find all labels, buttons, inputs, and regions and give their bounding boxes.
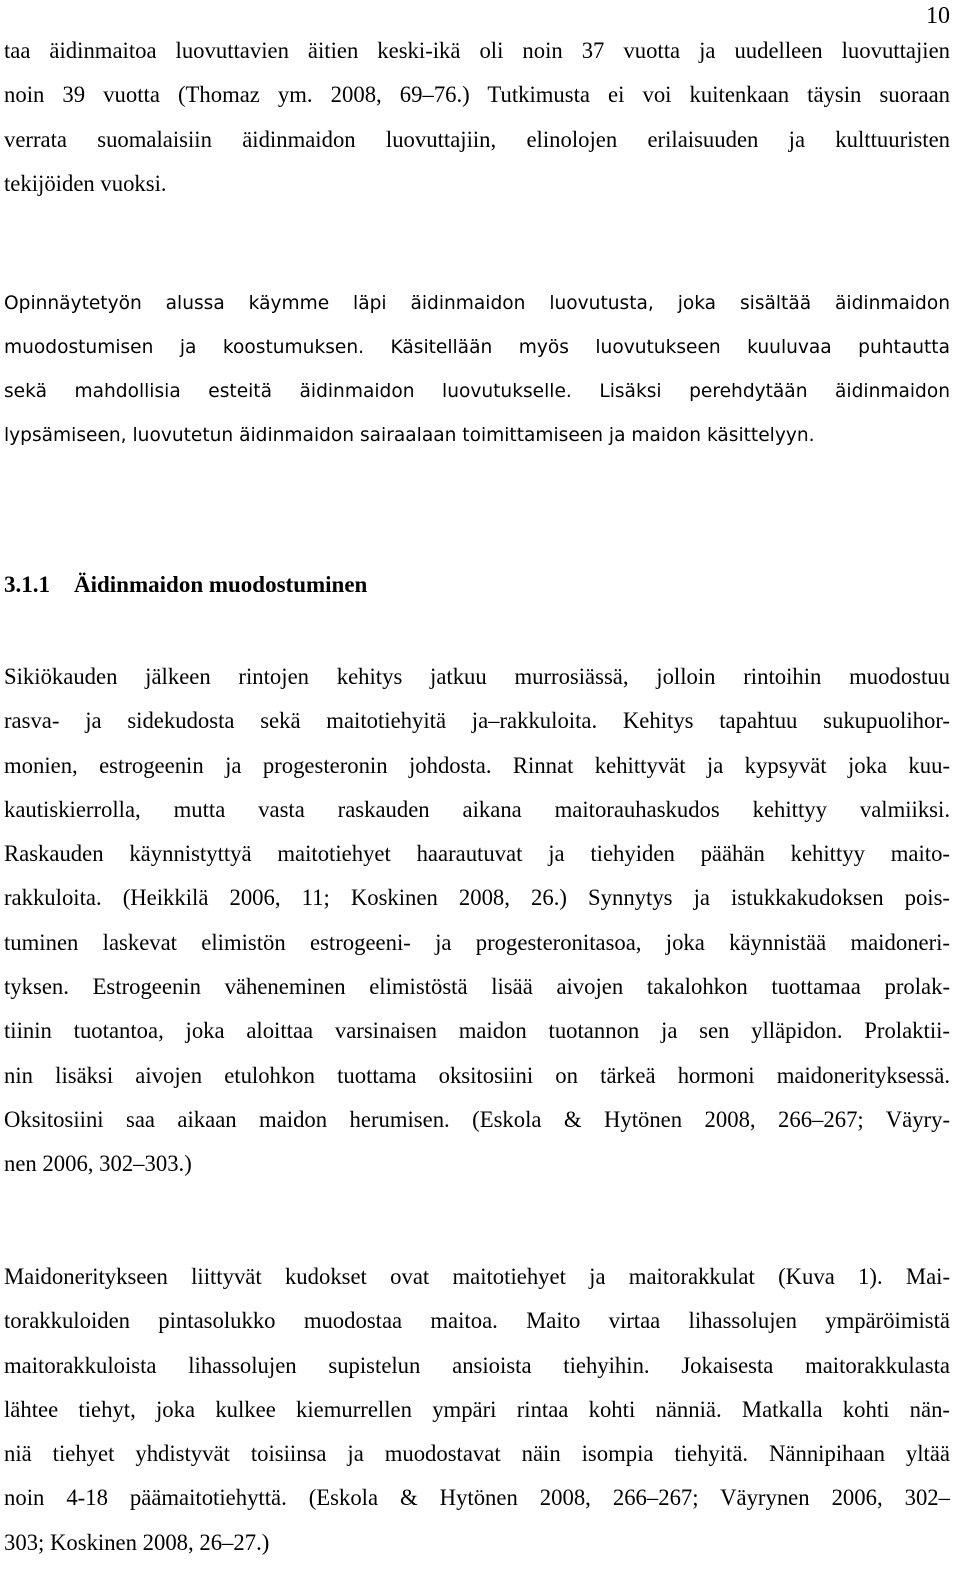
- text-line: lypsämiseen, luovutetun äidinmaidon sairaalaan toimittamiseen ja maidon käsittelyyn.: [4, 425, 815, 446]
- text-line: tiinin tuotantoa, joka aloittaa varsinaisen maidon tuotannon ja sen ylläpidon. Prolaktii-: [4, 1018, 950, 1044]
- text-line: nin lisäksi aivojen etulohkon tuottama oksitosiini on tärkeä hormoni maidonerityksessä.: [4, 1062, 950, 1088]
- text-line: maitorakkuloista lihassolujen supistelun ansioista tiehyihin. Jokaisesta maitorakkulasta: [4, 1352, 950, 1378]
- section-title: Äidinmaidon muodostuminen: [74, 572, 368, 597]
- text-line: 303; Koskinen 2008, 26–27.): [4, 1529, 270, 1555]
- text-line: kautiskierrolla, mutta vasta raskauden aikana maitorauhaskudos kehittyy valmiiksi.: [4, 796, 950, 822]
- page-number: 10: [926, 3, 950, 29]
- text-line: tuminen laskevat elimistön estrogeeni- ja progesteronitasoa, joka käynnistää maidoneri-: [4, 929, 950, 955]
- text-line: tekijöiden vuoksi.: [4, 170, 167, 196]
- text-line: sekä mahdollisia esteitä äidinmaidon luovutukselle. Lisäksi perehdytään äidinmaidon: [4, 381, 950, 402]
- text-line: tyksen. Estrogeenin väheneminen elimistöstä lisää aivojen takalohkon tuottamaa prolak-: [4, 974, 950, 1000]
- overview-paragraph: [4, 282, 950, 458]
- text-line: Maidoneritykseen liittyvät kudokset ovat maitotiehyet ja maitorakkulat (Kuva 1). Mai-: [4, 1264, 950, 1289]
- text-line: Opinnäytetyön alussa käymme läpi äidinmaidon luovutusta, joka sisältää äidinmaidon: [4, 293, 950, 314]
- text-line: rakkuloita. (Heikkilä 2006, 11; Koskinen 2008, 26.) Synnytys ja istukkakudoksen pois-: [4, 885, 950, 911]
- text-line: monien, estrogeenin ja progesteronin johdosta. Rinnat kehittyvät ja kypsyvät joka kuu-: [4, 752, 950, 778]
- text-line: nen 2006, 302–303.): [4, 1151, 192, 1177]
- text-line: torakkuloiden pintasolukko muodostaa maitoa. Maito virtaa lihassolujen ympäröimistä: [4, 1308, 950, 1334]
- intro-paragraph: [4, 29, 950, 206]
- text-line: lähtee tiehyt, joka kulkee kiemurrellen ympäri rintaa kohti nänniä. Matkalla kohti nän-: [4, 1396, 950, 1422]
- text-line: rasva- ja sidekudosta sekä maitotiehyitä ja–rakkuloita. Kehitys tapahtuu sukupuolihor-: [4, 708, 950, 734]
- body-paragraph-2: [4, 1255, 950, 1565]
- text-line: Sikiökauden jälkeen rintojen kehitys jatkuu murrosiässä, jolloin rintoihin muodostuu: [4, 664, 950, 689]
- text-line: Raskauden käynnistyttyä maitotiehyet haarautuvat ja tiehyiden päähän kehittyy maito-: [4, 841, 950, 867]
- text-line: Oksitosiini saa aikaan maidon herumisen. (Eskola & Hytönen 2008, 266–267; Väyry-: [4, 1106, 950, 1132]
- text-line: niä tiehyet yhdistyvät toisiinsa ja muodostavat näin isompia tiehyitä. Nännipihaan yltää: [4, 1441, 950, 1467]
- text-line: noin 39 vuotta (Thomaz ym. 2008, 69–76.) Tutkimusta ei voi kuitenkaan täysin suoraan: [4, 82, 950, 108]
- text-line: muodostumisen ja koostumuksen. Käsitellään myös luovutukseen kuuluvaa puhtautta: [4, 337, 950, 358]
- body-paragraph-1: [4, 655, 950, 1187]
- text-line: verrata suomalaisiin äidinmaidon luovuttajiin, elinolojen erilaisuuden ja kulttuuristen: [4, 126, 950, 152]
- section-number: 3.1.1: [4, 572, 50, 597]
- text-line: noin 4-18 päämaitotiehyttä. (Eskola & Hytönen 2008, 266–267; Väyrynen 2006, 302–: [4, 1485, 950, 1511]
- section-heading: [4, 563, 367, 607]
- text-line: taa äidinmaitoa luovuttavien äitien keski-ikä oli noin 37 vuotta ja uudelleen luovuttajien: [4, 38, 950, 63]
